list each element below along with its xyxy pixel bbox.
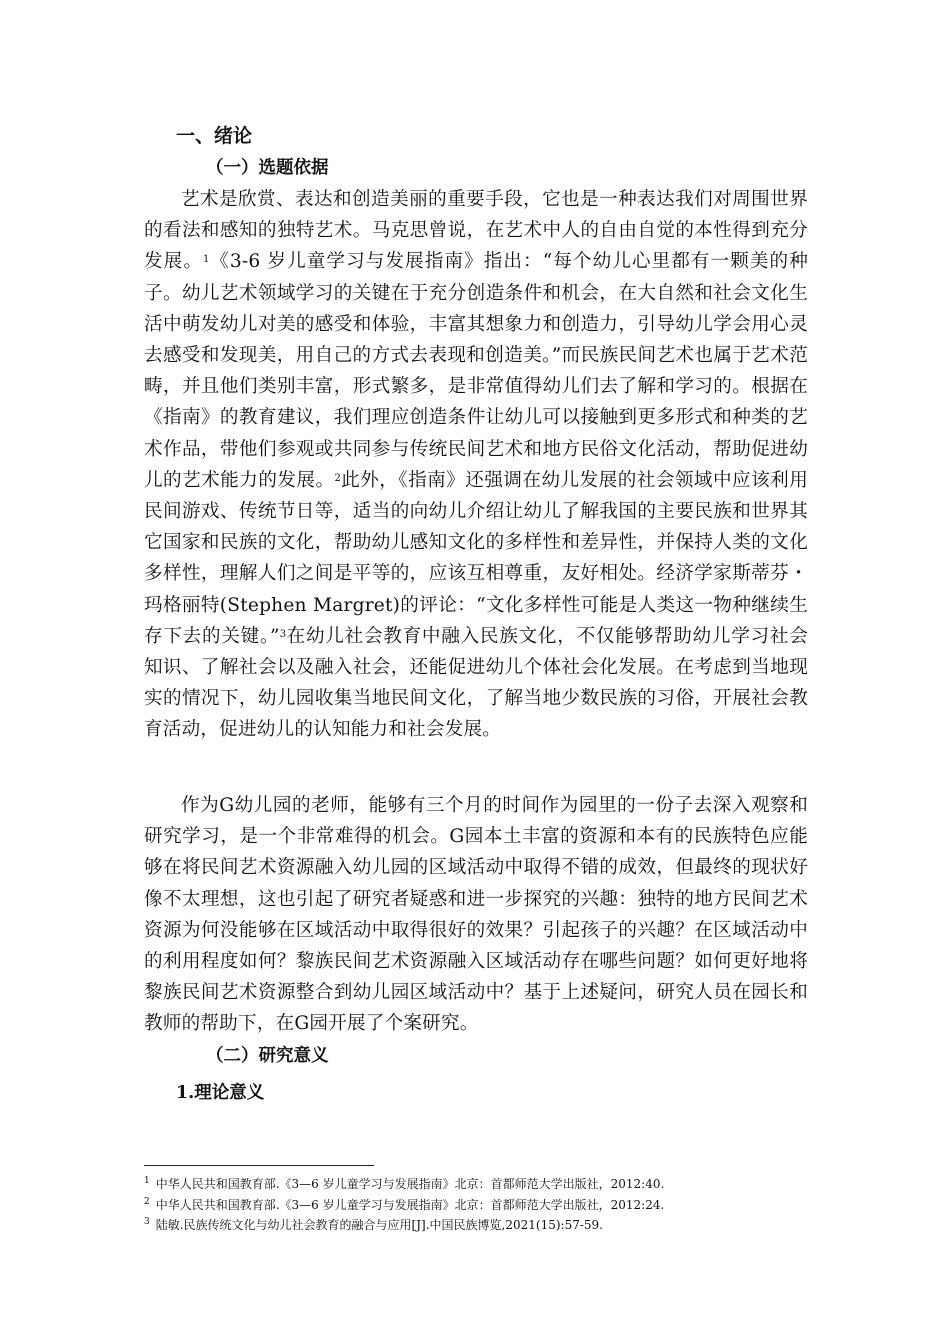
footnote-ref-2: 2 <box>334 472 341 484</box>
chapter-heading: 一、绪论 <box>176 125 253 147</box>
footnotes <box>144 1173 844 1235</box>
footnote-text: 陆敏.民族传统文化与幼儿社会教育的融合与应用[J].中国民族博览,2021(15):57-59. <box>155 1218 603 1232</box>
footnote-ref-1: 1 <box>203 254 210 266</box>
footnote-3 <box>144 1214 844 1235</box>
footnote-text: 中华人民共和国教育部.《3—6 岁儿童学习与发展指南》北京：首都师范大学出版社，2012:24. <box>155 1197 665 1212</box>
footnote-2 <box>144 1194 844 1215</box>
footnote-mark: 3 <box>144 1217 150 1227</box>
footnote-divider <box>144 1165 374 1166</box>
paragraph-basis-1 <box>144 184 808 746</box>
paragraph-text: 在幼儿社会教育中融入民族文化，不仅能够帮助幼儿学习社会知识、了解社会以及融入社会，还能促进幼儿个体社会化发展。在考虑到当地现实的情况下，幼儿园收集当地民间文化，了解当地少数民族的习俗，开展社会教育活动，促进幼儿的认知能力和社会发展。 <box>144 625 808 741</box>
footnote-mark: 2 <box>144 1196 150 1207</box>
paragraph-text: 《3-6 岁儿童学习与发展指南》指出：“每个幼儿心里都有一颗美的种子。幼儿艺术领域学习的关键在于充分创造条件和机会，在大自然和社会文化生活中萌发幼儿对美的感受和体验，丰富其想象力和创造力，引导幼儿学会用心灵去感受和发现美，用自己的方式去表现和创造美。”而民族民间艺术也属于艺术范畴，并且他们类别丰富，形式繁多，是非常值得幼儿们去了解和学习的。根据在《指南》的教育建议，我们理应创造条件让幼儿可以接触到更多形式和种类的艺术作品，带他们参观或共同参与传统民间艺术和地方民俗文化活动，帮助促进幼儿的艺术能力的发展。 <box>144 251 808 491</box>
paragraph-text: 此外，《指南》还强调在幼儿发展的社会领域中应该利用民间游戏、传统节日等，适当的向幼儿介绍让幼儿了解我国的主要民族和世界其它国家和民族的文化，帮助幼儿感知文化的多样性和差异性，并保持人类的文化多样性，理解人们之间是平等的，应该互相尊重，友好相处。经济学家斯蒂芬・玛格丽特(Stephen Margret)的评论：“文化多样性可能是人类这一物种继续生存下去的关键。” <box>144 469 808 647</box>
footnote-mark: 1 <box>144 1176 150 1186</box>
paragraph-text: 艺术是欣赏、表达和创造美丽的重要手段，它也是一种表达我们对周围世界的看法和感知的独特艺术。马克思曾说，在艺术中人的自由自觉的本性得到充分发展。 <box>144 189 808 273</box>
paragraph-basis-2: 作为G幼儿园的老师，能够有三个月的时间作为园里的一份子去深入观察和研究学习，是一个非常难得的机会。G园本土丰富的资源和本有的民族特色应能够在将民间艺术资源融入幼儿园的区域活动中取得不错的成效，但最终的现状好像不太理想，这也引起了研究者疑惑和进一步探究的兴趣：独特的地方民间艺术资源为何没能够在区域活动中取得很好的效果？引起孩子的兴趣？在区域活动中的利用程度如何？黎族民间艺术资源融入区域活动存在哪些问题？如何更好地将黎族民间艺术资源整合到幼儿园区域活动中？基于上述疑问，研究人员在园长和教师的帮助下，在G园开展了个案研究。 <box>144 795 808 1035</box>
footnote-text: 中华人民共和国教育部.《3—6 岁儿童学习与发展指南》北京：首都师范大学出版社，2012:40. <box>155 1177 665 1191</box>
section-heading-basis: （一）选题依据 <box>206 158 329 178</box>
footnote-ref-3: 3 <box>279 628 287 640</box>
subsection-heading-theory: 1.理论意义 <box>176 1083 265 1103</box>
section-heading-significance: （二）研究意义 <box>206 1046 329 1066</box>
footnote-1 <box>144 1173 844 1194</box>
